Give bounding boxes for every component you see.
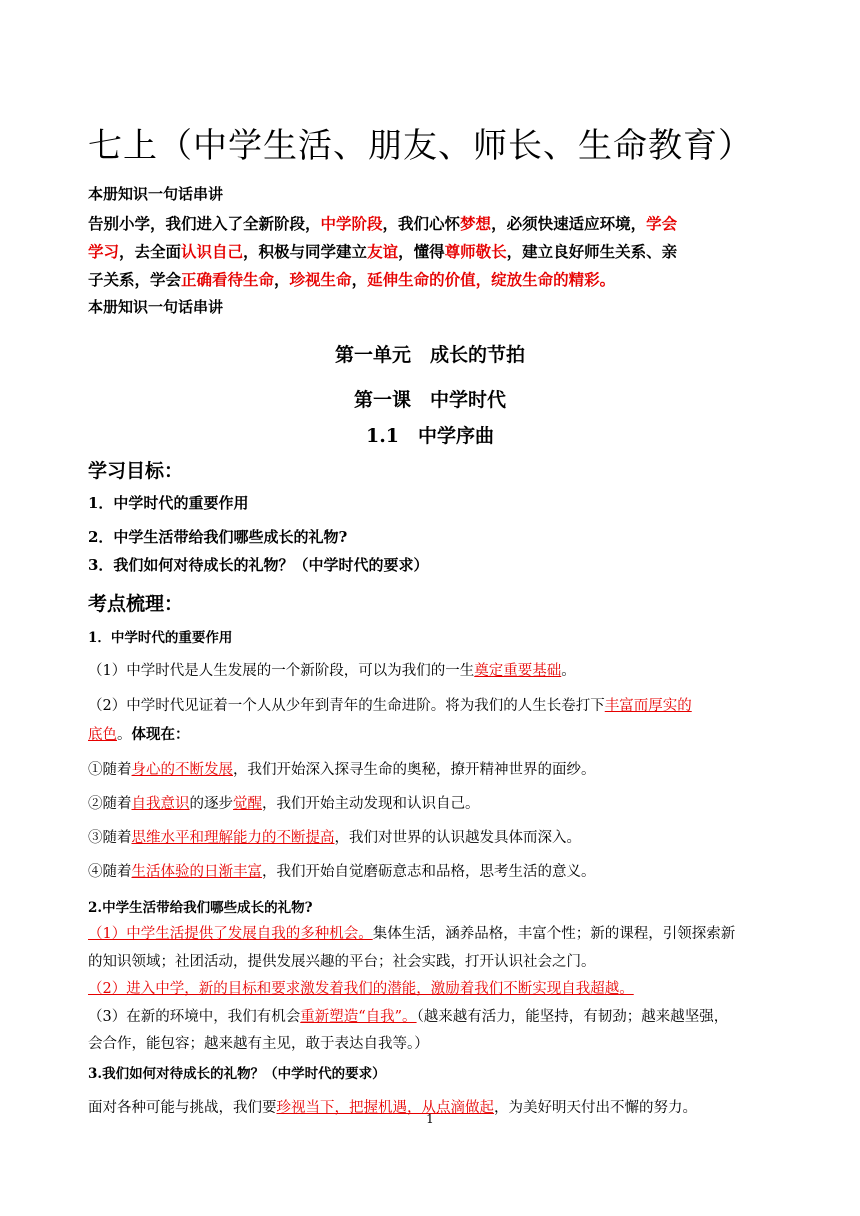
review-s2-para-3b: 会合作，能包容；越来越有主见，敢于表达自我等。） — [88, 1036, 429, 1052]
intro-label-top: 本册知识一句话串讲 — [88, 185, 224, 203]
text-run: （1）中学时代是人生发展的一个新阶段，可以为我们的一生 — [88, 663, 475, 679]
text-run: ，我们开始深入探寻生命的奥秘，撩开精神世界的面纱。 — [233, 762, 596, 778]
review-s2-para-1b: 的知识领域；社团活动，提供发展兴趣的平台；社会实践，打开认识社会之门。 — [88, 954, 596, 970]
review-section-2-heading: 2.中学生活带给我们哪些成长的礼物? — [88, 900, 313, 916]
text-run: ，积极与同学建立 — [243, 242, 368, 261]
lesson-title: 第一课 中学时代 — [353, 389, 506, 411]
objective-item-1: 1．中学时代的重要作用 — [88, 494, 249, 512]
text-run: ④随着 — [88, 864, 132, 880]
intro-line-1 — [88, 210, 677, 238]
text-run: 集体生活，涵养品格，丰富个性；新的课程，引领探索新 — [372, 926, 736, 942]
text-run: 子关系，学会 — [88, 270, 182, 289]
highlighted-text-run: 友谊 — [367, 242, 399, 261]
highlighted-text-run: 中学阶段 — [320, 214, 383, 233]
highlighted-text-run: 认识自己 — [181, 242, 244, 261]
text-run: ，我们开始主动发现和认识自己。 — [262, 796, 480, 812]
text-run: ，我们心怀 — [382, 214, 461, 233]
highlighted-text-run: 自我意识 — [131, 796, 190, 812]
text-run: （越来越有活力，能坚持，有韧劲；越来越坚强， — [416, 1009, 729, 1025]
highlighted-text-run: 重新塑造“自我”。 — [300, 1009, 417, 1025]
text-run: ，我们开始自觉磨砺意志和品格，思考生活的意义。 — [262, 864, 596, 880]
text-run: ③随着 — [88, 830, 132, 846]
review-s1-para-2a — [88, 694, 692, 715]
text-run: 面对各种可能与挑战，我们要 — [88, 1100, 277, 1116]
review-s1-item-1 — [88, 758, 596, 779]
text-run: ，必须快速适应环境， — [491, 214, 647, 233]
text-run: ，建立良好师生关系、亲 — [506, 242, 678, 261]
objective-item-2: 2．中学生活带给我们哪些成长的礼物? — [88, 528, 348, 546]
intro-line-2 — [88, 238, 677, 266]
objective-item-3: 3．我们如何对待成长的礼物？（中学时代的要求） — [88, 556, 429, 574]
review-s2-para-1a — [88, 922, 735, 943]
bold-text-run: 体现在： — [131, 726, 190, 743]
review-section-3-heading: 3.我们如何对待成长的礼物？（中学时代的要求） — [88, 1066, 386, 1082]
review-s1-para-2b — [88, 723, 190, 744]
review-s1-item-3 — [88, 826, 581, 847]
page-number: 1 — [426, 1112, 434, 1126]
text-run: （3）在新的环境中，我们有机会 — [88, 1009, 301, 1025]
text-run: ，去全面 — [119, 242, 182, 261]
highlighted-text-run: 正确看待生命 — [181, 270, 275, 289]
highlighted-text-run: 尊师敬长 — [444, 242, 507, 261]
highlighted-text-run: 思维水平和理解能力的不断提高 — [131, 830, 335, 846]
review-s2-para-2: （2）进入中学，新的目标和要求激发着我们的潜能，激励着我们不断实现自我超越。 — [88, 981, 634, 997]
highlighted-text-run: 丰富而厚实的 — [604, 698, 692, 714]
unit-title: 第一单元 成长的节拍 — [334, 344, 525, 366]
highlighted-text-run: 身心的不断发展 — [131, 762, 233, 778]
highlighted-text-run: 底色 — [88, 727, 117, 743]
text-run: 。 — [117, 727, 132, 743]
text-run: ，懂得 — [398, 242, 445, 261]
review-s1-item-4 — [88, 860, 596, 881]
text-run: 。 — [561, 663, 576, 679]
highlighted-text-run: 学习 — [88, 242, 120, 261]
text-run: 告别小学，我们进入了全新阶段， — [88, 214, 321, 233]
review-section-1-heading: 1．中学时代的重要作用 — [88, 630, 233, 646]
highlighted-text-run: 珍视生命 — [289, 270, 352, 289]
review-s1-para-1 — [88, 659, 576, 680]
text-run: ①随着 — [88, 762, 132, 778]
text-run: ②随着 — [88, 796, 132, 812]
text-run: ， — [274, 270, 290, 289]
text-run: （2）中学时代见证着一个人从少年到青年的生命进阶。将为我们的人生长卷打下 — [88, 698, 605, 714]
text-run: ，我们对世界的认识越发具体而深入。 — [334, 830, 581, 846]
text-run: ，为美好明天付出不懈的努力。 — [494, 1100, 697, 1116]
highlighted-text-run: （1）中学生活提供了发展自我的多种机会。 — [88, 926, 373, 942]
highlighted-text-run: 梦想 — [460, 214, 492, 233]
highlighted-text-run: 生活体验的日渐丰富 — [131, 864, 262, 880]
highlighted-text-run: 奠定重要基础 — [474, 663, 562, 679]
review-s2-para-3a — [88, 1005, 728, 1026]
highlighted-text-run: 学会 — [646, 214, 678, 233]
intro-label-bottom: 本册知识一句话串讲 — [88, 298, 224, 316]
section-title: 1.1 中学序曲 — [365, 425, 495, 447]
review-s1-item-2 — [88, 792, 480, 813]
document-title: 七上（中学生活、朋友、师长、生命教育） — [88, 126, 753, 166]
highlighted-text-run: 延伸生命的价值，绽放生命的精彩。 — [367, 270, 616, 289]
objectives-heading: 学习目标： — [88, 460, 184, 482]
intro-line-3 — [88, 266, 615, 294]
highlighted-text-run: 觉醒 — [233, 796, 262, 812]
text-run: ， — [351, 270, 368, 289]
review-heading: 考点梳理： — [88, 593, 184, 615]
text-run: 的逐步 — [189, 796, 233, 812]
highlighted-text-run: 珍视当下，把握机遇，从点滴做起 — [276, 1100, 494, 1116]
